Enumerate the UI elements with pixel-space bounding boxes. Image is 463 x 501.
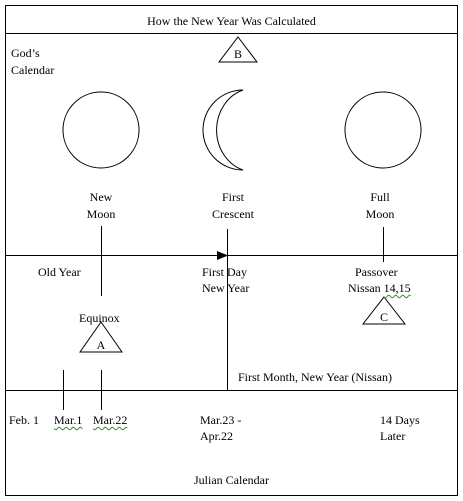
new-moon-circle <box>63 92 139 168</box>
nissan-dates-label <box>348 281 411 295</box>
gods-calendar-label-line2: Calendar <box>11 63 55 77</box>
marker-b-label: B <box>233 47 242 61</box>
date-apr22: Apr.22 <box>200 429 233 443</box>
first-crescent-label-line2: Crescent <box>212 207 254 221</box>
date-mar22: Mar.22 <box>93 413 128 427</box>
equinox-label: Equinox <box>79 311 120 325</box>
new-moon-label-line1: New <box>89 190 113 204</box>
later-label: Later <box>380 429 406 443</box>
nissan-prefix: Nissan <box>348 281 384 295</box>
passover-label: Passover <box>355 265 398 279</box>
full-moon-circle <box>345 92 421 168</box>
first-crescent-label-line1: First <box>221 190 244 204</box>
fourteen-days-label: 14 Days <box>380 413 420 427</box>
new-moon-label-line2: Moon <box>86 207 116 221</box>
full-moon-label-line1: Full <box>370 190 390 204</box>
old-year-label: Old Year <box>38 265 81 279</box>
date-mar23: Mar.23 - <box>200 413 242 427</box>
date-feb1: Feb. 1 <box>9 413 39 427</box>
full-moon-label-line2: Moon <box>365 207 395 221</box>
marker-c-label: C <box>379 310 388 324</box>
nissan-dates: 14,15 <box>383 281 411 295</box>
date-mar1: Mar.1 <box>54 413 83 427</box>
first-crescent-shape <box>203 90 243 170</box>
new-year-label: New Year <box>202 281 250 295</box>
gods-calendar-label-line1: God’s <box>11 46 40 60</box>
diagram-title: How the New Year Was Calculated <box>147 14 316 28</box>
marker-a-label: A <box>96 338 106 352</box>
first-month-label: First Month, New Year (Nissan) <box>238 370 392 384</box>
julian-calendar-label: Julian Calendar <box>194 473 269 487</box>
first-day-arrowhead <box>217 251 228 260</box>
first-day-label: First Day <box>202 265 247 279</box>
